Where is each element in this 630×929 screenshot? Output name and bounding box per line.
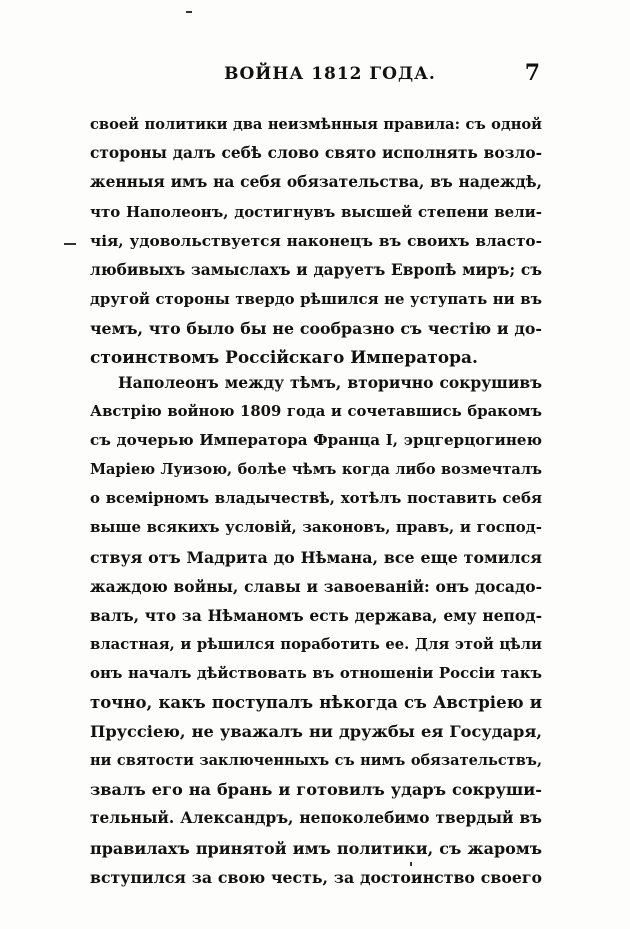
print-speck: [64, 243, 76, 245]
text-line: чія, удовольствуется наконецъ въ своихъ власто-: [90, 231, 542, 250]
text-line: Наполеонъ между тѣмъ, вторично сокрушивъ: [118, 373, 542, 392]
text-line: съ дочерью Императора Франца I, эрцгерцогинею: [90, 431, 542, 450]
text-line: властная, и рѣшился поработить ее. Для этой цѣли: [90, 635, 542, 653]
paragraph-2: [90, 368, 542, 892]
text-line: тельный. Александръ, непоколебимо твердый въ: [90, 809, 542, 828]
text-line: чемъ, что было бы не сообразно съ честію и до-: [90, 319, 542, 339]
paragraph-1: [90, 110, 542, 373]
text-line: ни святости заключенныхъ съ нимъ обязательствъ,: [90, 752, 542, 770]
text-line: другой стороны твердо рѣшился не уступать ни въ: [90, 290, 542, 309]
text-line: своей политики два неизмѣнныя правила: съ одной: [90, 116, 542, 133]
text-line: точно, какъ поступалъ нѣкогда съ Австріею и: [90, 692, 542, 713]
running-head: [120, 60, 540, 90]
text-line: Маріею Луизою, болѣе чѣмъ когда либо возмечталъ: [90, 461, 542, 479]
running-title: ВОЙНА 1812 ГОДА.: [224, 64, 436, 84]
text-line: стоинствомъ Россійскаго Императора.: [90, 347, 478, 368]
text-line: правилахъ принятой имъ политики, съ жаромъ: [90, 838, 542, 858]
text-line: о всемірномъ владычествѣ, хотѣлъ поставить себя: [90, 489, 542, 508]
text-line: ствуя отъ Мадрита до Нѣмана, все еще томился: [90, 547, 542, 567]
print-speck: [186, 11, 192, 13]
text-line: Пруссіею, не уважалъ ни дружбы ея Государя,: [90, 722, 542, 742]
text-line: любивыхъ замыслахъ и даруетъ Европѣ миръ; съ: [90, 260, 542, 279]
text-line: выше всякихъ условій, законовъ, правъ, и господ-: [90, 518, 542, 537]
text-line: женныя имъ на себя обязательства, въ надеждѣ,: [90, 173, 542, 192]
text-line: звалъ его на брань и готовилъ ударъ сокруши-: [90, 780, 542, 800]
text-line: Австрію войною 1809 года и сочетавшись бракомъ: [90, 403, 542, 421]
text-line: стороны далъ себѣ слово свято исполнять возло-: [90, 144, 542, 163]
text-line: онъ началъ дѣйствовать въ отношеніи Россіи такъ: [90, 663, 542, 682]
text-line: жаждою войны, славы и завоеваній: онъ досадо-: [90, 576, 542, 596]
text-line: валъ, что за Нѣманомъ есть держава, ему непод-: [90, 605, 542, 625]
text-line: что Наполеонъ, достигнувъ высшей степени вели-: [90, 202, 542, 221]
text-line: вступился за свою честь, за достоинство своего: [90, 867, 542, 887]
page-number: 7: [524, 60, 540, 86]
